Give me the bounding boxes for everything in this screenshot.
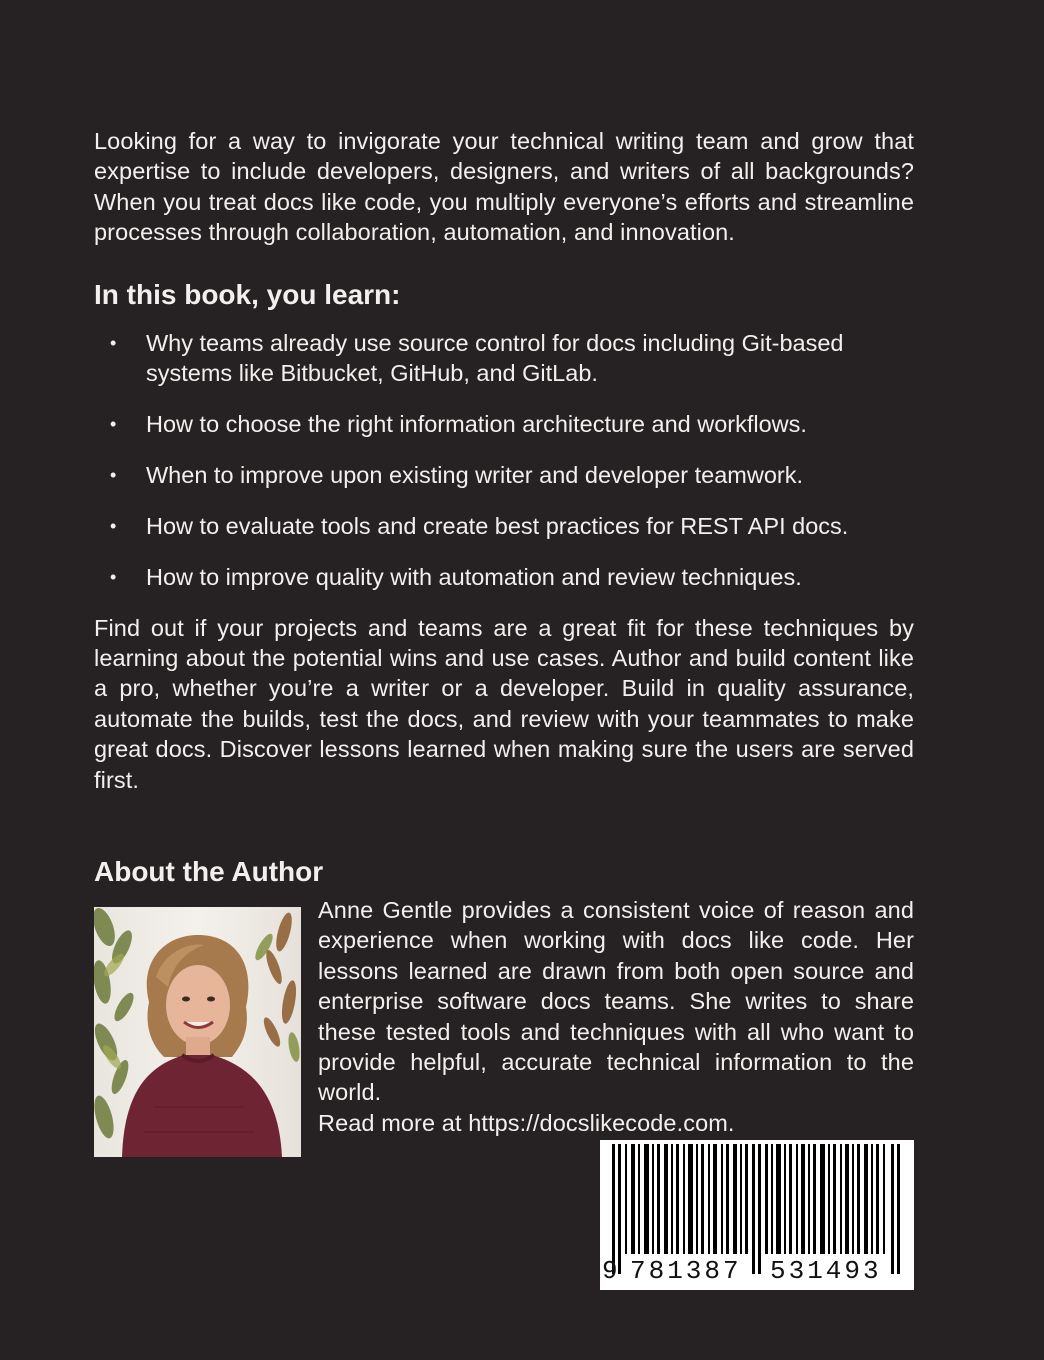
list-item-text: When to improve upon existing writer and developer teamwork. — [146, 461, 804, 488]
author-heading: About the Author — [94, 856, 324, 887]
list-item — [94, 460, 914, 490]
bullet-icon: • — [110, 515, 117, 536]
bullet-icon: • — [110, 332, 117, 353]
author-bio-block — [318, 895, 914, 1138]
barcode-digits — [600, 1256, 914, 1288]
bullet-icon: • — [110, 464, 117, 485]
back-cover-content — [94, 126, 914, 1157]
author-link: Read more at https://docslikecode.com. — [318, 1109, 735, 1136]
list-item-text: How to evaluate tools and create best practices for REST API docs. — [146, 512, 849, 539]
learn-list — [94, 328, 914, 592]
barcode-left-digits: 781387 — [630, 1256, 742, 1286]
list-item — [94, 328, 914, 389]
barcode-lead-digit: 9 — [602, 1256, 618, 1286]
list-item-text: How to improve quality with automation and review techniques. — [146, 563, 802, 590]
barcode-right-digits: 531493 — [770, 1256, 882, 1286]
list-item-text: How to choose the right information architecture and workflows. — [146, 410, 807, 437]
list-item — [94, 562, 914, 592]
list-item — [94, 409, 914, 439]
bullet-icon: • — [110, 566, 117, 587]
author-section — [94, 897, 914, 1157]
author-portrait-image — [94, 907, 301, 1157]
author-photo — [94, 907, 301, 1157]
author-bio: Anne Gentle provides a consistent voice of reason and experience when working with docs like code. Her lessons learned are drawn from both open source and enterprise software docs teams. She writes to share these tested tools and techniques with all who want to provide helpful, accurate technical information to the world. — [318, 897, 914, 1106]
isbn-barcode — [600, 1140, 914, 1290]
learn-heading: In this book, you learn: — [94, 278, 401, 310]
bullet-icon: • — [110, 413, 117, 434]
intro-paragraph: Looking for a way to invigorate your technical writing team and grow that expertise to include developers, designers, and writers of all backgrounds? When you treat docs like code, you multiply everyone’s efforts and streamline processes through collaboration, automation, and innovation. — [94, 128, 914, 246]
list-item — [94, 511, 914, 541]
find-out-paragraph: Find out if your projects and teams are a great fit for these techniques by learning about the potential wins and use cases. Author and build content like a pro, whether you’re a writer or a developer. Build in quality assurance, automate the builds, test the docs, and review with your teammates to make great docs. Discover lessons learned when making sure the users are served first. — [94, 614, 914, 793]
list-item-text: Why teams already use source control for docs including Git-based systems like Bitbucket, GitHub, and GitLab. — [146, 329, 844, 387]
